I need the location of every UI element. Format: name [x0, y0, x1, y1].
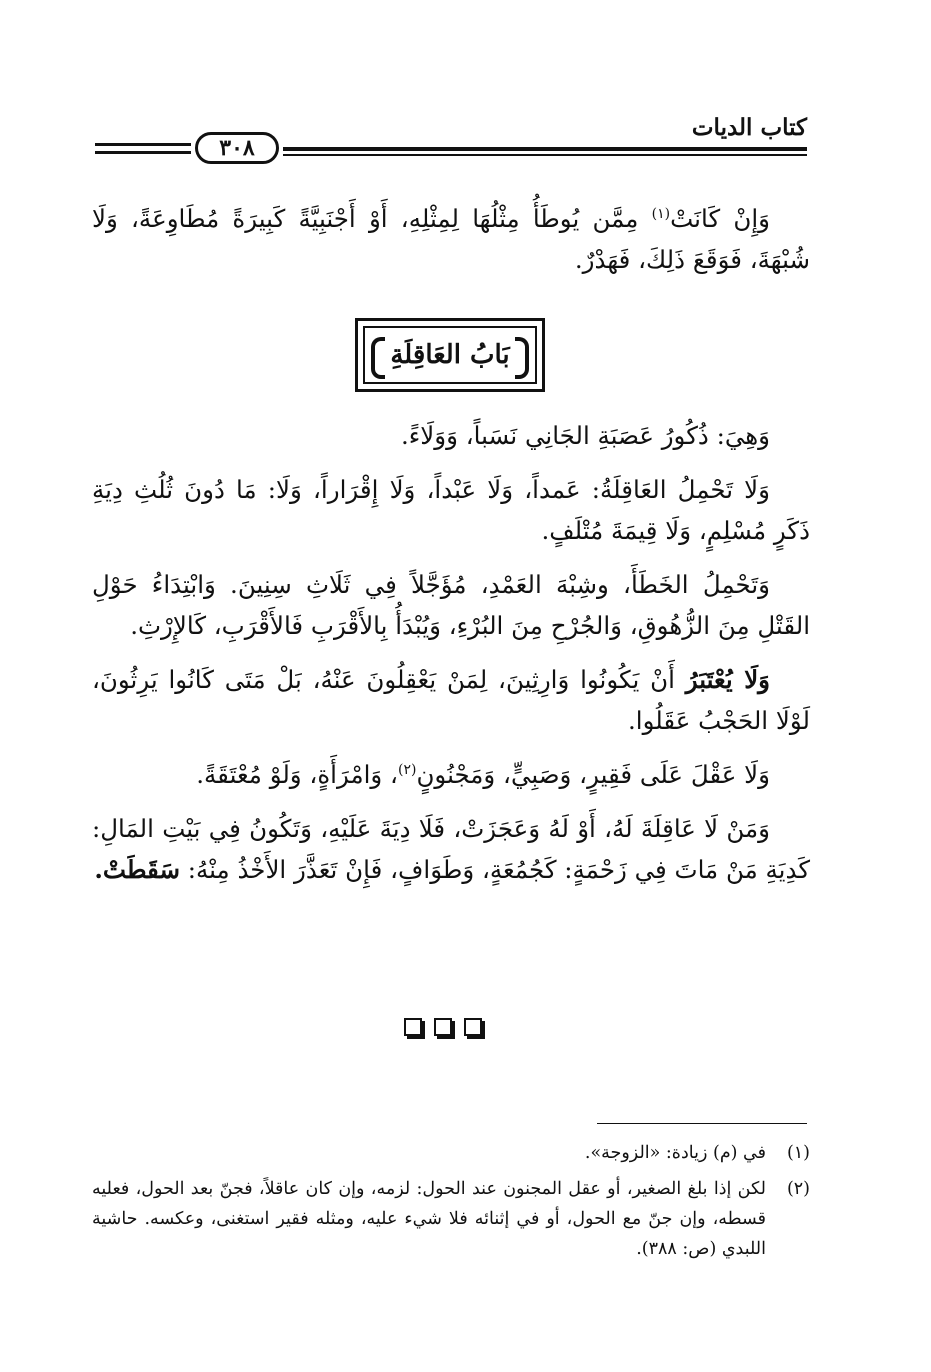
footnote-1 [92, 1138, 810, 1168]
footnote-text: في (م) زيادة: «الزوجة». [584, 1143, 766, 1163]
chapter-title: بَابُ العَاقِلَةِ [390, 340, 510, 370]
chapter-heading-inner-frame [363, 326, 537, 384]
section-end-ornament [404, 1018, 482, 1036]
paragraph-inheritance-text: أَنْ يَكُونُوا وَارِثِينَ، لِمَنْ يَعْقِلُونَ عَنْهُ، بَلْ مَتَى كَانُوا يَرِثُونَ، لَوْلَا الحَجْبُ عَقَلُوا. [92, 665, 810, 735]
paragraph-treasury-text: وَمَنْ لَا عَاقِلَةَ لَهُ، أَوْ لَهُ وَعَجَزَتْ، فَلَا دِيَةَ عَلَيْهِ، وَتَكُونُ فِي بَيْتِ المَالِ: كَدِيَةِ مَنْ مَاتَ فِي زَحْمَةٍ: كَجُمُعَةٍ، وَطَوَافٍ، فَإِنْ تَعَذَّرَ الأَخْذُ مِنْهُ: [92, 814, 810, 884]
square-ornament-icon [404, 1018, 422, 1036]
header-rule-thin [283, 154, 807, 156]
page-header [95, 110, 807, 170]
page-number: ٣٠٨ [219, 135, 255, 161]
chapter-heading-frame [355, 318, 545, 392]
left-bracket-ornament [371, 337, 385, 379]
header-rule-left-top [95, 143, 191, 146]
paragraph-exempt-start: وَلَا عَقْلَ عَلَى فَقِيرٍ، وَصَبِيٍّ، وَمَجْنُونٍ [416, 760, 770, 789]
footnote-number: (١) [786, 1143, 810, 1163]
right-bracket-ornament [515, 337, 529, 379]
square-ornament-icon [464, 1018, 482, 1036]
paragraph-borne: وَتَحْمِلُ الخَطَأَ، وشِبْهَ العَمْدِ، مُؤَجَّلاً فِي ثَلَاثِ سِنِينَ. وَابْتِدَاءُ حَوْلِ القَتْلِ مِنَ الزُّهُوقِ، وَالجُرْحِ مِنَ البُرْءِ، وَيُبْدَأُ بِالأَقْرَبِ فَالأَقْرَبِ، كَالإِرْثِ. [92, 570, 810, 640]
chapter-text [92, 415, 810, 890]
main-text [92, 198, 810, 280]
paragraph-definition: وَهِيَ: ذُكُورُ عَصَبَةِ الجَانِي نَسَباً، وَوَلَاءً. [401, 421, 770, 450]
bold-final-word: سَقَطَتْ. [94, 855, 180, 884]
footnote-ref-2: (٢) [397, 761, 417, 778]
paragraph-exempt-end: ، وَامْرَأَةٍ، وَلَوْ مُعْتَقَةً. [196, 760, 398, 789]
square-ornament-icon [434, 1018, 452, 1036]
paragraph-treasury [92, 808, 810, 890]
footnotes [92, 1138, 810, 1270]
footnote-number: (٢) [786, 1179, 810, 1199]
footnote-2 [92, 1174, 810, 1264]
paragraph-not-borne: وَلَا تَحْمِلُ العَاقِلَةُ: عَمداً، وَلَا عَبْداً، وَلَا إِقْرَاراً، وَلَا: مَا دُونَ ثُلُثِ دِيَةِ ذَكَرٍ مُسْلِمٍ، وَلَا قِيمَةَ مُتْلَفٍ. [92, 475, 810, 545]
page-number-badge [195, 132, 279, 164]
header-rule-thick [283, 147, 807, 151]
paragraph-exempt [92, 754, 810, 795]
footnote-text: لكن إذا بلغ الصغير، أو عقل المجنون عند الحول: لزمه، وإن كان عاقلاً، فجنّ بعد الحول، فعليه قسطه، وإن جنّ مع الحول، أو في إثنائه فلا شيء عليه، ومثله فقير استغنى، وعكسه. حاشية اللبدي (ص: ٣٨٨). [92, 1179, 766, 1259]
book-title: كتاب الديات [691, 114, 807, 141]
paragraph-inheritance [92, 659, 810, 741]
footnote-separator [597, 1123, 807, 1124]
intro-text-end: مِمَّن يُوطَأُ مِثْلُهَا لِمِثْلِهِ، أَوْ أَجْنَبِيَّةً كَبِيرَةً مُطَاوِعَةً، وَلَا شُبْهَةَ، فَوَقَعَ ذَلِكَ، فَهَدْرٌ. [92, 204, 810, 274]
intro-paragraph [92, 198, 810, 280]
footnote-ref-1: (١) [651, 205, 671, 222]
header-rule-left-bottom [95, 151, 191, 154]
bold-phrase: وَلَا يُعْتَبَرُ [685, 665, 771, 694]
intro-text-start: وَإِنْ كَانَتْ [670, 204, 770, 233]
